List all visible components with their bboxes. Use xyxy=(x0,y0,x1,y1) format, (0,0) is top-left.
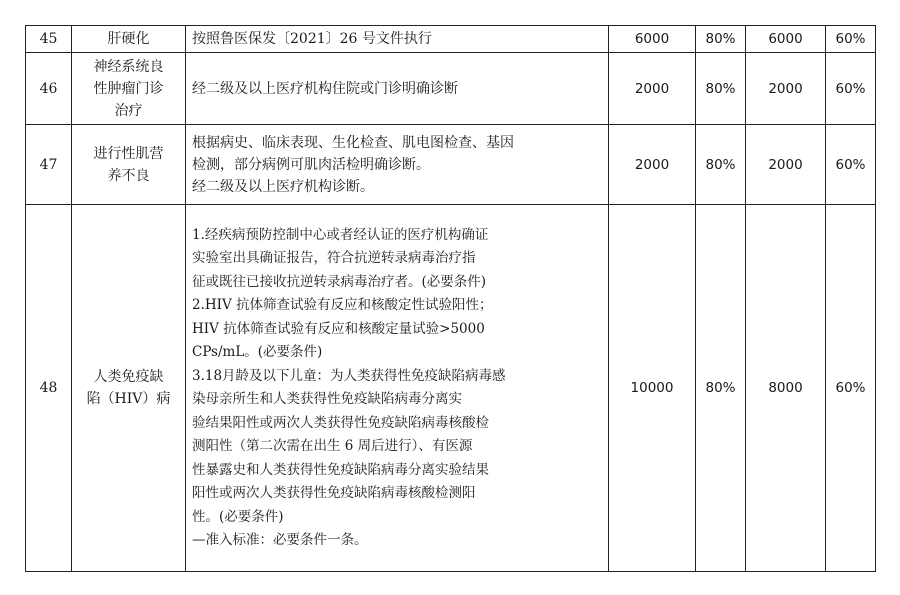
disease-name xyxy=(72,26,186,53)
disease-name-line: 肝硬化 xyxy=(107,31,150,47)
amount-2: 2000 xyxy=(746,53,826,125)
disease-name-line: 进行性肌营 xyxy=(93,145,164,162)
amount-1: 10000 xyxy=(609,205,696,572)
criteria-line: 经二级及以上医疗机构住院或门诊明确诊断 xyxy=(192,80,458,97)
table-row xyxy=(26,125,876,205)
criteria-line: 征或既往已接收抗逆转录病毒治疗者。(必要条件) xyxy=(192,273,487,290)
criteria-cell xyxy=(186,205,609,572)
criteria-line: 1.经疾病预防控制中心或者经认证的医疗机构确证 xyxy=(192,226,489,243)
criteria-line: 染母亲所生和人类获得性免疫缺陷病毒分离实 xyxy=(192,391,462,407)
criteria-line: 性。(必要条件) xyxy=(192,508,284,525)
criteria-line: 3.18月龄及以下儿童：为人类获得性免疫缺陷病毒感 xyxy=(192,367,506,384)
amount-2: 8000 xyxy=(746,205,826,572)
disease-name-line: 神经系统良 xyxy=(93,58,164,75)
row-number: 47 xyxy=(26,125,72,205)
ratio-1: 80% xyxy=(696,125,746,205)
ratio-1: 80% xyxy=(696,205,746,572)
table-row xyxy=(26,53,876,125)
disease-name xyxy=(72,53,186,125)
table-row xyxy=(26,26,876,53)
criteria-line: 经二级及以上医疗机构诊断。 xyxy=(192,178,374,195)
ratio-1: 80% xyxy=(696,53,746,125)
criteria-line: 2.HIV 抗体筛查试验有反应和核酸定性试验阳性； xyxy=(192,297,493,313)
disease-name-line: 治疗 xyxy=(114,102,143,119)
criteria-line: 验结果阳性或两次人类获得性免疫缺陷病毒核酸检 xyxy=(192,414,489,431)
amount-1: 6000 xyxy=(609,26,696,53)
criteria-line: CPs/mL。(必要条件) xyxy=(192,344,323,360)
ratio-2: 60% xyxy=(826,205,876,572)
criteria-line: HIV 抗体筛查试验有反应和核酸定量试验>5000 xyxy=(192,320,485,337)
disease-name xyxy=(72,205,186,572)
criteria-line: 按照鲁医保发〔2021〕26 号文件执行 xyxy=(192,31,432,47)
criteria-line: 性暴露史和人类获得性免疫缺陷病毒分离实验结果 xyxy=(192,461,489,478)
ratio-2: 60% xyxy=(826,26,876,53)
amount-2: 6000 xyxy=(746,26,826,53)
row-number: 48 xyxy=(26,205,72,572)
disease-name-line: 人类免疫缺 xyxy=(93,369,164,385)
criteria-line: 阳性或两次人类获得性免疫缺陷病毒核酸检测阳 xyxy=(192,485,476,501)
criteria-cell xyxy=(186,53,609,125)
criteria-cell xyxy=(186,125,609,205)
amount-1: 2000 xyxy=(609,125,696,205)
disease-name xyxy=(72,125,186,205)
disease-name-line: 陷（HIV）病 xyxy=(86,391,171,407)
row-number: 46 xyxy=(26,53,72,125)
amount-2: 2000 xyxy=(746,125,826,205)
criteria-line: 根据病史、临床表现、生化检查、肌电图检查、基因 xyxy=(192,134,514,151)
ratio-2: 60% xyxy=(826,53,876,125)
criteria-line: 实验室出具确证报告，符合抗逆转录病毒治疗指 xyxy=(192,250,476,266)
criteria-line: 测阳性（第二次需在出生 6 周后进行）、有医源 xyxy=(192,438,473,454)
disease-name-line: 养不良 xyxy=(107,167,150,184)
row-number: 45 xyxy=(26,26,72,53)
criteria-line: —准入标准：必要条件一条。 xyxy=(192,532,368,548)
table-row xyxy=(26,205,876,572)
criteria-line: 检测，部分病例可肌肉活检明确诊断。 xyxy=(192,156,430,173)
disease-name-line: 性肿瘤门诊 xyxy=(93,80,164,97)
ratio-1: 80% xyxy=(696,26,746,53)
ratio-2: 60% xyxy=(826,125,876,205)
criteria-cell xyxy=(186,26,609,53)
policy-table xyxy=(25,25,876,572)
amount-1: 2000 xyxy=(609,53,696,125)
